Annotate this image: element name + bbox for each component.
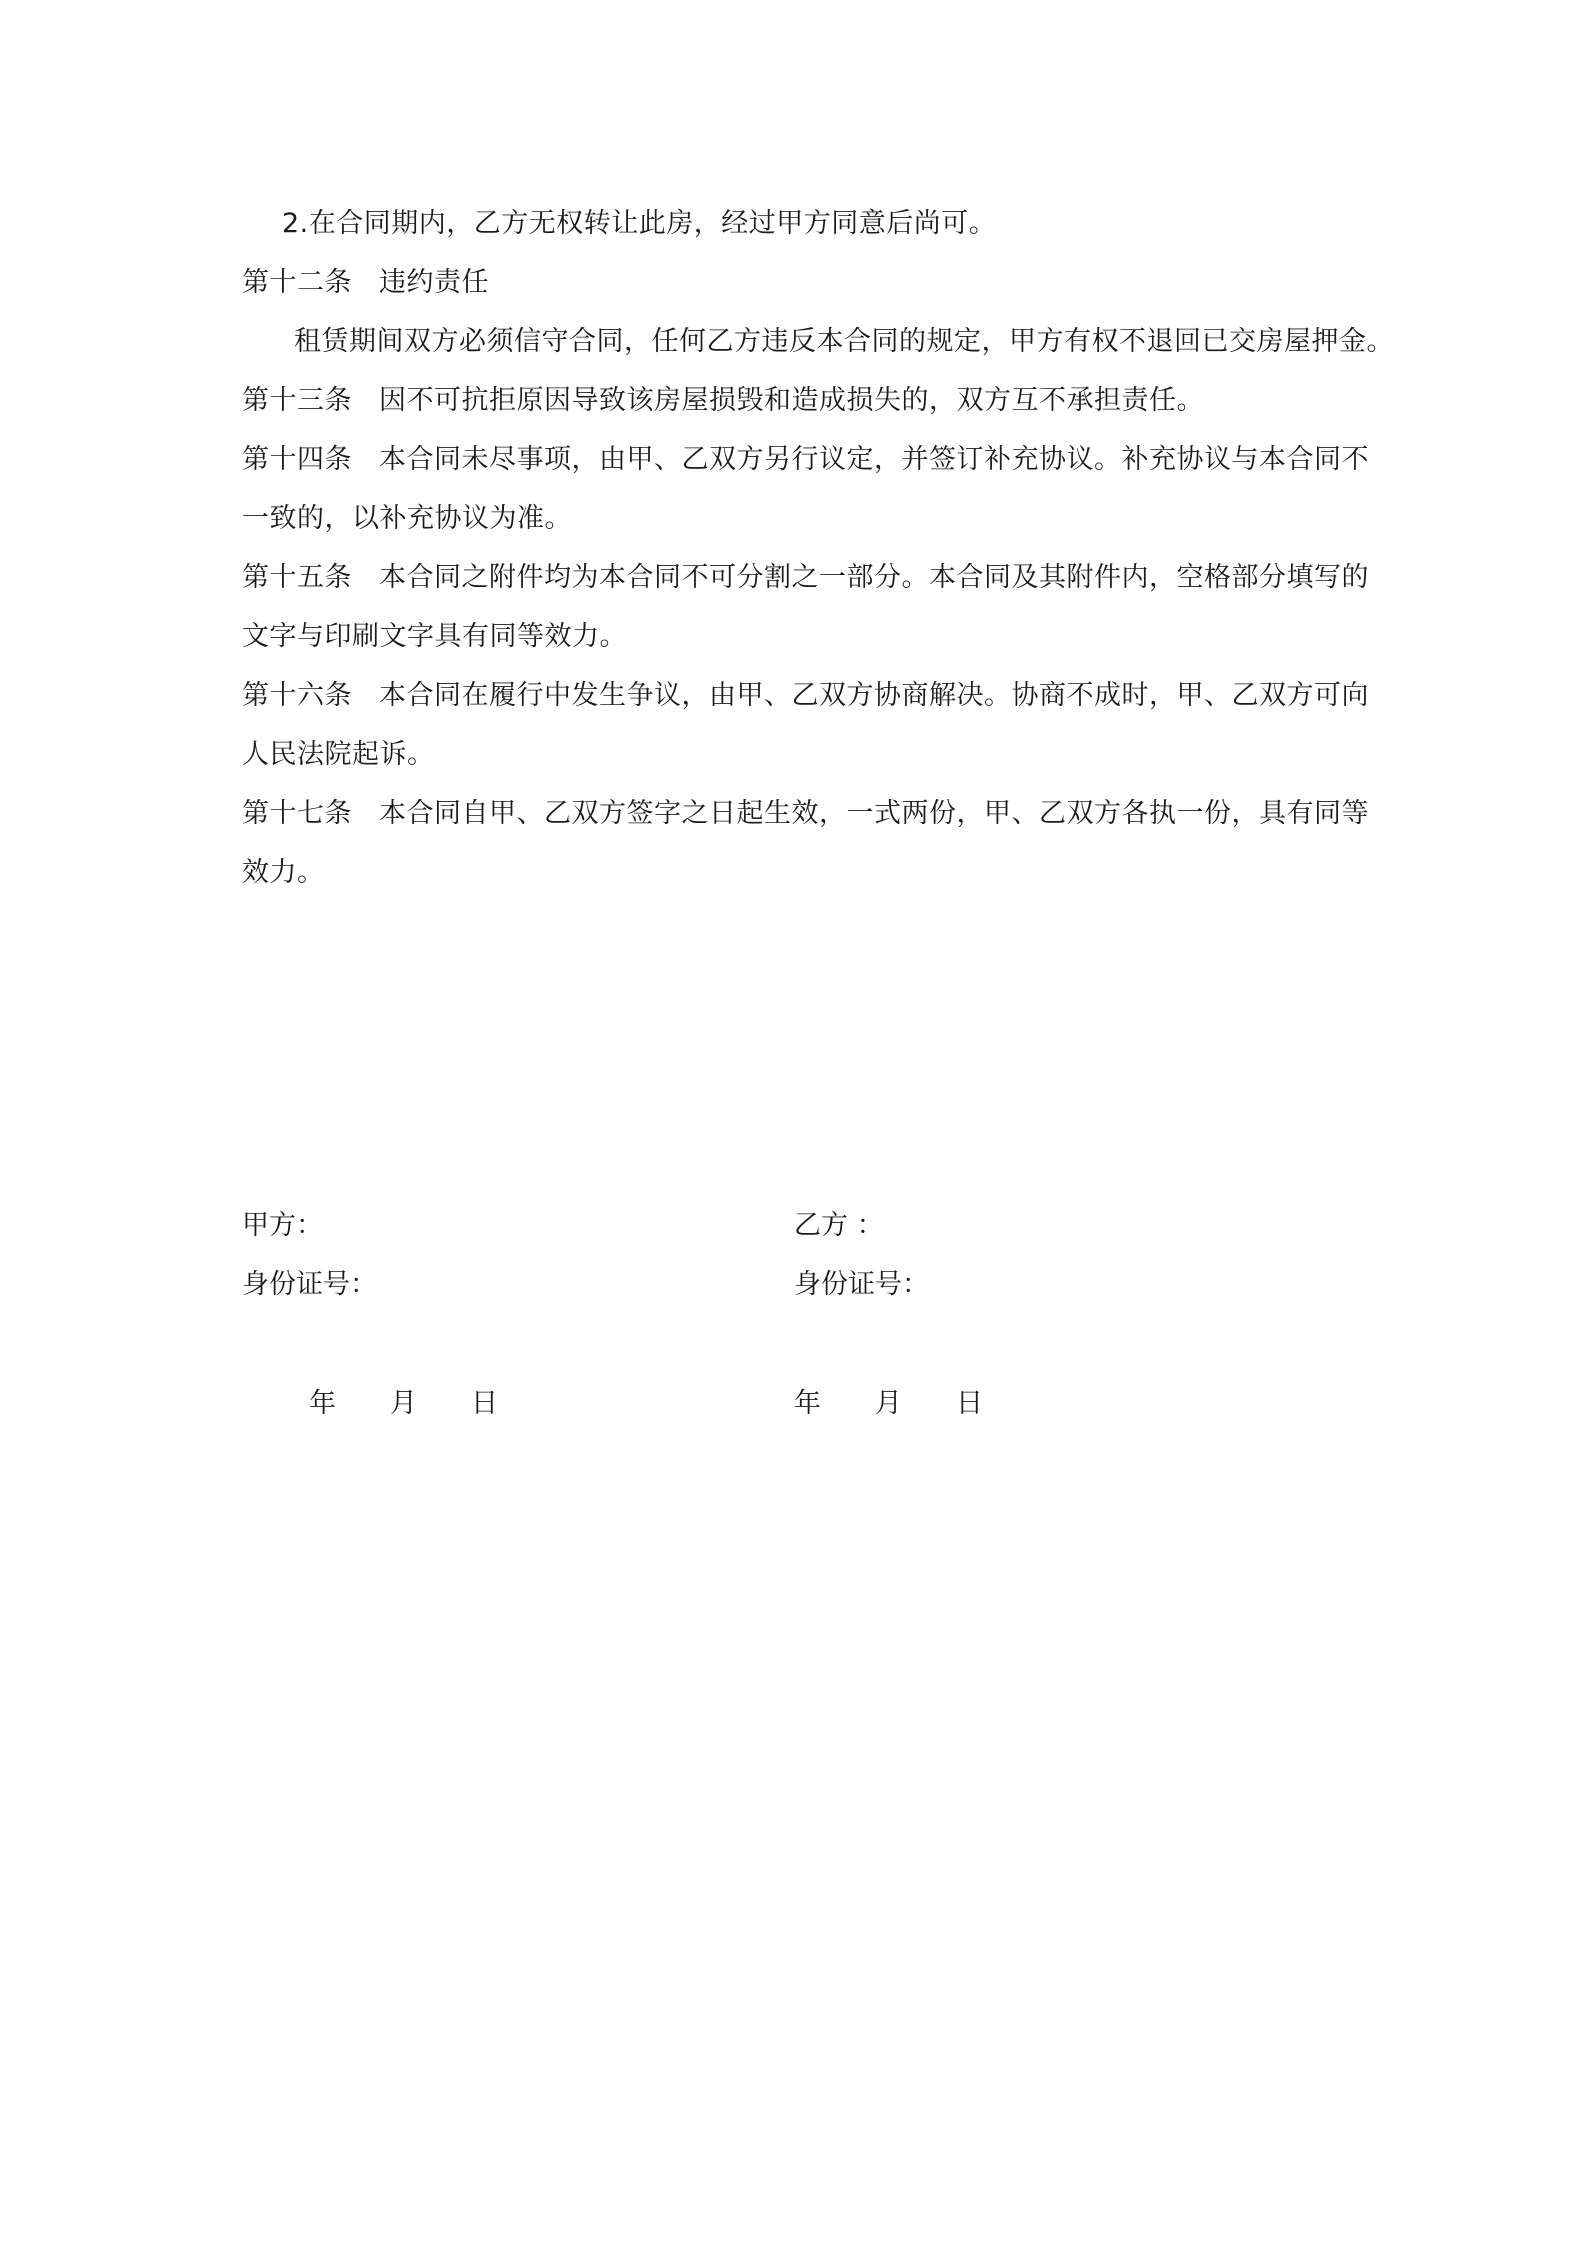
article-14-line-1 bbox=[242, 430, 1369, 489]
party-b-date-day: 日 bbox=[956, 1388, 983, 1419]
party-b-date bbox=[794, 1374, 983, 1433]
clause-11-item-2: 2.在合同期内，乙方无权转让此房，经过甲方同意后尚可。 bbox=[282, 208, 997, 239]
article-14-text-1: 本合同未尽事项，由甲、乙双方另行议定，并签订补充协议。补充协议与本合同不 bbox=[379, 444, 1369, 475]
party-b-signature-label: 乙方 ： bbox=[794, 1210, 884, 1241]
article-17-line-1 bbox=[242, 784, 1369, 843]
party-a-id-label: 身份证号： bbox=[242, 1269, 377, 1300]
article-17-label: 第十七条 bbox=[242, 798, 352, 829]
party-b-date-year: 年 bbox=[794, 1388, 821, 1419]
article-14-label: 第十四条 bbox=[242, 444, 352, 475]
article-12-label: 第十二条 bbox=[242, 267, 352, 298]
article-15-text-1: 本合同之附件均为本合同不可分割之一部分。本合同及其附件内，空格部分填写的 bbox=[379, 562, 1369, 593]
article-16-line-2: 人民法院起诉。 bbox=[242, 739, 435, 770]
article-17-line-2: 效力。 bbox=[242, 857, 325, 888]
party-b-date-month: 月 bbox=[875, 1388, 902, 1419]
article-13 bbox=[242, 371, 1362, 430]
party-a-date-year: 年 bbox=[309, 1388, 336, 1419]
article-12-heading bbox=[242, 253, 1362, 312]
article-15-label: 第十五条 bbox=[242, 562, 352, 593]
party-a-date-day: 日 bbox=[471, 1388, 498, 1419]
article-15-line-1 bbox=[242, 548, 1369, 607]
article-16-label: 第十六条 bbox=[242, 680, 352, 711]
article-15-line-2: 文字与印刷文字具有同等效力。 bbox=[242, 621, 627, 652]
article-14-line-2: 一致的，以补充协议为准。 bbox=[242, 503, 572, 534]
party-a-date bbox=[309, 1374, 498, 1433]
article-16-text-1: 本合同在履行中发生争议，由甲、乙双方协商解决。协商不成时，甲、乙双方可向 bbox=[379, 680, 1369, 711]
article-12-body: 租赁期间双方必须信守合同，任何乙方违反本合同的规定，甲方有权不退回已交房屋押金。 bbox=[294, 326, 1394, 357]
article-17-text-1: 本合同自甲、乙双方签字之日起生效，一式两份，甲、乙双方各执一份，具有同等 bbox=[379, 798, 1369, 829]
article-12-title: 违约责任 bbox=[379, 267, 489, 298]
party-b-id-label: 身份证号： bbox=[794, 1269, 929, 1300]
article-13-label: 第十三条 bbox=[242, 385, 352, 416]
article-13-text: 因不可抗拒原因导致该房屋损毁和造成损失的，双方互不承担责任。 bbox=[379, 385, 1204, 416]
party-a-signature-label: 甲方： bbox=[242, 1210, 323, 1241]
article-16-line-1 bbox=[242, 666, 1369, 725]
party-a-date-month: 月 bbox=[390, 1388, 417, 1419]
contract-body bbox=[242, 194, 1394, 902]
